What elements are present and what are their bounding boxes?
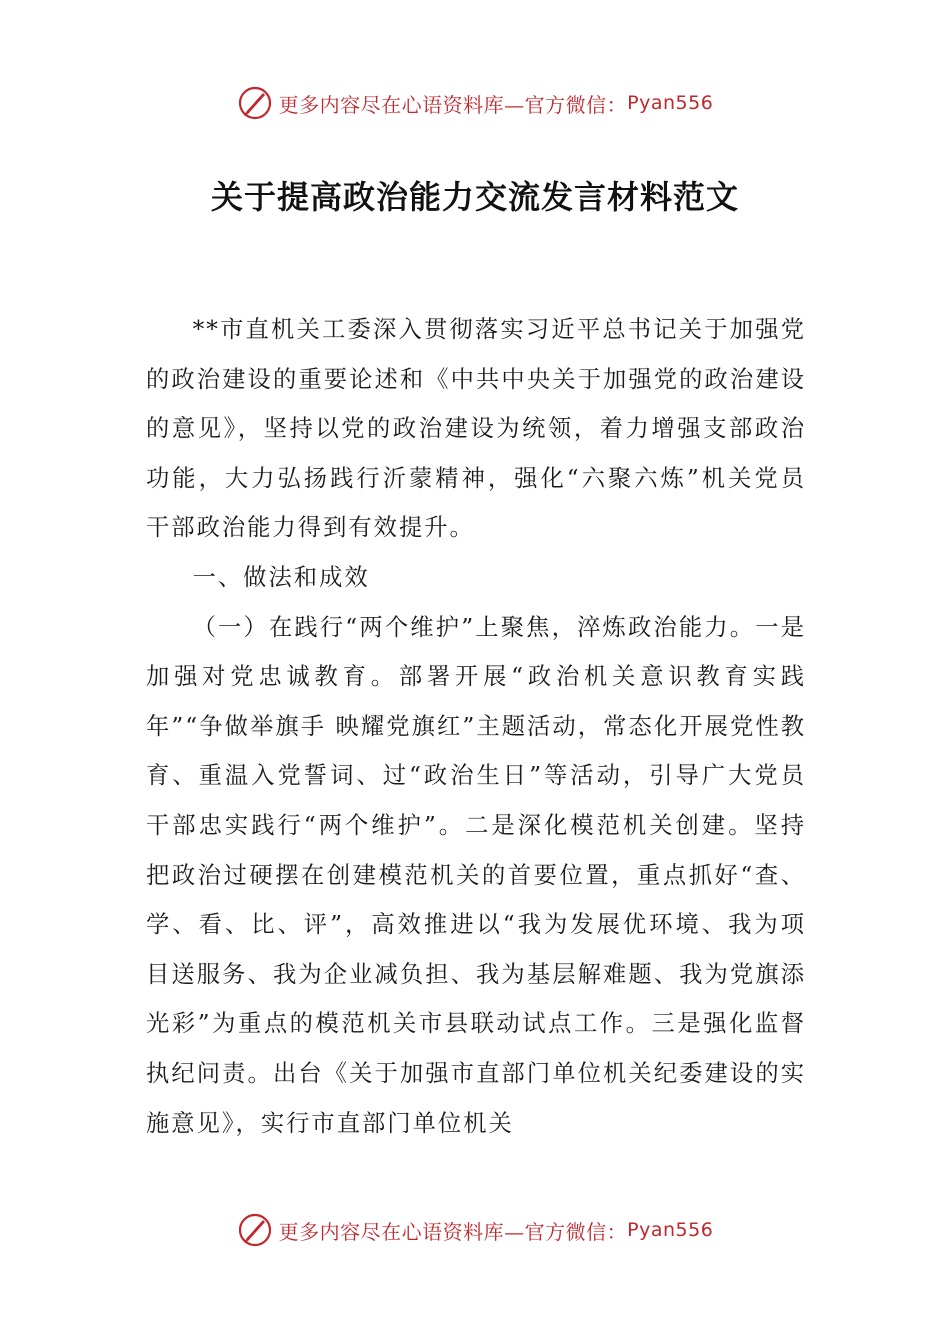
quill-logo-icon <box>237 1212 273 1248</box>
quill-logo-icon <box>237 85 273 121</box>
banner-wechat-id: Pyan556 <box>627 1219 714 1241</box>
banner-text: 更多内容尽在心语资料库—官方微信： <box>278 1219 628 1244</box>
paragraph-section-1: （一）在践行“两个维护”上聚焦，淬炼政治能力。一是加强对党忠诚教育。部署开展“政治机关意识教育实践年”“争做举旗手 映耀党旗红”主题活动，常态化开展党性教育、重温入党誓词、过“政治生日”等活动，引导广大党员干部忠实践行“两个维护”。二是深化模范机关创建。坚持把政治过硬摆在创建模范机关的首要位置，重点抓好“查、学、看、比、评”，高效推进以“我为发展优环境、我为项目送服务、我为企业减负担、我为基层解难题、我为党旗添光彩”为重点的模范机关市县联动试点工作。三是强化监督执纪问责。出台《关于加强市直部门单位机关纪委建设的实施意见》，实行市直部门单位机关 <box>146 613 806 1137</box>
banner-wechat-id: Pyan556 <box>627 92 714 114</box>
section-heading: 一、做法和成效 <box>192 563 370 591</box>
header-banner <box>0 83 950 123</box>
paragraph-intro: **市直机关工委深入贯彻落实习近平总书记关于加强党的政治建设的重要论述和《中共中央关于加强党的政治建设的意见》，坚持以党的政治建设为统领，着力增强支部政治功能，大力弘扬践行沂蒙精神，强化“六聚六炼”机关党员干部政治能力得到有效提升。 <box>146 316 806 542</box>
banner-text: 更多内容尽在心语资料库—官方微信： <box>278 92 628 117</box>
document-body <box>146 305 806 1148</box>
footer-banner <box>0 1210 950 1250</box>
document-title: 关于提高政治能力交流发言材料范文 <box>210 178 739 216</box>
